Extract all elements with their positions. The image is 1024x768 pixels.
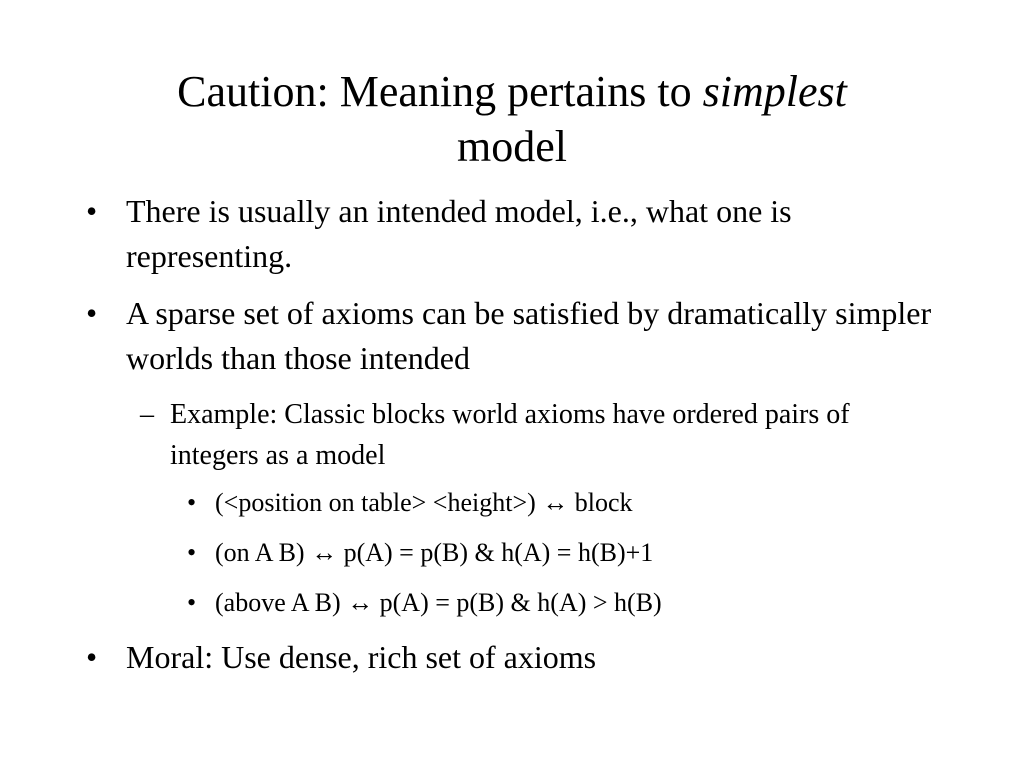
bullet-marker: • xyxy=(86,639,98,675)
sub-sub-bullet-text: (on A B) ↔ p(A) = p(B) & h(A) = h(B)+1 xyxy=(215,538,654,567)
sub-bullet-text: Example: Classic blocks world axioms have ordered pairs of integers as a model xyxy=(170,399,850,471)
sub-sub-bullet-item xyxy=(187,536,915,570)
sub-sub-bullet-text: (<position on table> <height>) ↔ block xyxy=(215,488,633,517)
bullet-text: Moral: Use dense, rich set of axioms xyxy=(126,639,597,675)
bullet-marker: • xyxy=(187,588,197,617)
bullet-item xyxy=(86,635,946,680)
bullet-text: A sparse set of axioms can be satisfied by dramatically simpler worlds than those intended xyxy=(126,295,932,376)
sub-sub-bullet-item xyxy=(187,486,915,520)
sub-bullet-item xyxy=(140,394,930,476)
title-text-part1: Caution: Meaning pertains to xyxy=(177,67,703,116)
title-emphasis: simplest xyxy=(702,67,847,116)
bullet-marker: • xyxy=(86,193,98,229)
bullet-item xyxy=(86,189,946,279)
title-text-part2: model xyxy=(457,122,567,171)
bullet-text: There is usually an intended model, i.e., what one is representing. xyxy=(126,193,792,274)
slide-title xyxy=(60,64,964,174)
bullet-marker: • xyxy=(86,295,98,331)
bullet-item xyxy=(86,291,946,381)
bullet-marker: • xyxy=(187,538,197,567)
sub-sub-bullet-item xyxy=(187,586,915,620)
bullet-marker: • xyxy=(187,488,197,517)
dash-marker: – xyxy=(140,399,154,430)
sub-sub-bullet-text: (above A B) ↔ p(A) = p(B) & h(A) > h(B) xyxy=(215,588,662,617)
